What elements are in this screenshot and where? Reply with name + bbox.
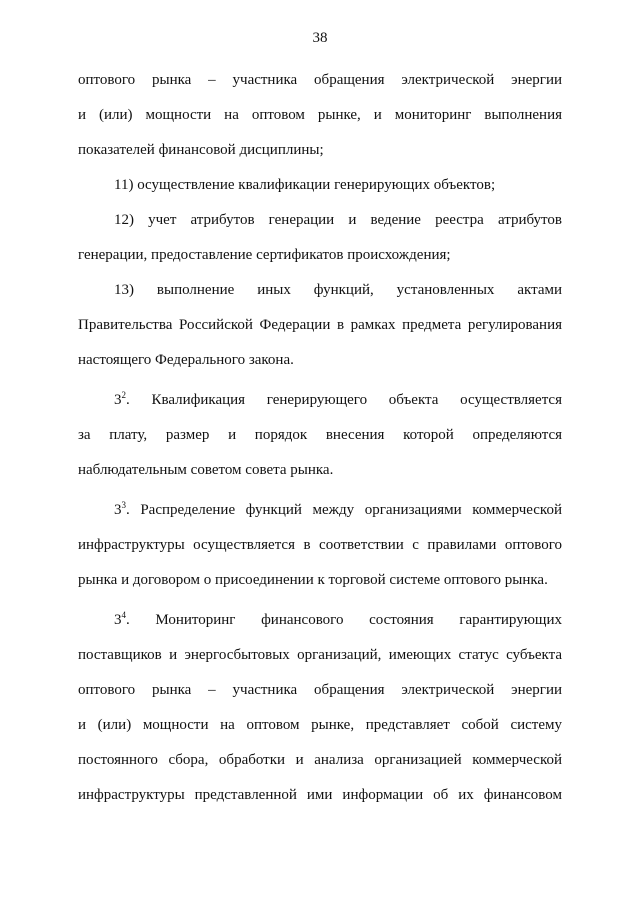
text-line: рынка и договором о присоединении к торговой системе оптового рынка.: [78, 572, 548, 588]
text-line: инфраструктуры осуществляется в соответствии с правилами оптового: [78, 537, 562, 553]
text-line: постоянного сбора, обработки и анализа организацией коммерческой: [78, 752, 562, 768]
list-item-11: 11) осуществление квалификации генерирующих объектов;: [114, 177, 496, 193]
paragraph-text: . Мониторинг финансового состояния гарантирующих: [126, 612, 562, 628]
section-superscript: 2: [121, 390, 126, 400]
list-item-12: 12) учет атрибутов генерации и ведение реестра атрибутов: [114, 212, 562, 228]
text-line: инфраструктуры представленной ими информации об их финансовом: [78, 787, 562, 803]
text-line: показателей финансовой дисциплины;: [78, 142, 324, 158]
paragraph-text: . Квалификация генерирующего объекта осуществляется: [126, 392, 562, 408]
text-line: настоящего Федерального закона.: [78, 352, 294, 368]
text-line: наблюдательным советом совета рынка.: [78, 462, 334, 478]
paragraph-3-4-first-line: [78, 610, 562, 645]
paragraph-text: . Распределение функций между организациями коммерческой: [126, 502, 562, 518]
section-superscript: 3: [121, 500, 126, 510]
text-line: оптового рынка – участника обращения электрической энергии: [78, 72, 562, 88]
document-body: [78, 70, 562, 820]
section-number: 3: [114, 502, 122, 518]
text-line: и (или) мощности на оптовом рынке, представляет собой систему: [78, 717, 562, 733]
text-line: оптового рынка – участника обращения электрической энергии: [78, 682, 562, 698]
text-line: Правительства Российской Федерации в рамках предмета регулирования: [78, 317, 562, 333]
page-number: 38: [312, 30, 328, 46]
text-line: генерации, предоставление сертификатов происхождения;: [78, 247, 451, 263]
text-line: поставщиков и энергосбытовых организаций, имеющих статус субъекта: [78, 647, 562, 663]
paragraph-3-2-first-line: [78, 390, 562, 425]
text-line: и (или) мощности на оптовом рынке, и мониторинг выполнения: [78, 107, 562, 123]
text-line: за плату, размер и порядок внесения которой определяются: [78, 427, 562, 443]
list-item-13: 13) выполнение иных функций, установленных актами: [114, 282, 562, 298]
section-number: 3: [114, 612, 122, 628]
paragraph-3-3-first-line: [78, 500, 562, 535]
section-superscript: 4: [121, 610, 126, 620]
section-number: 3: [114, 392, 122, 408]
